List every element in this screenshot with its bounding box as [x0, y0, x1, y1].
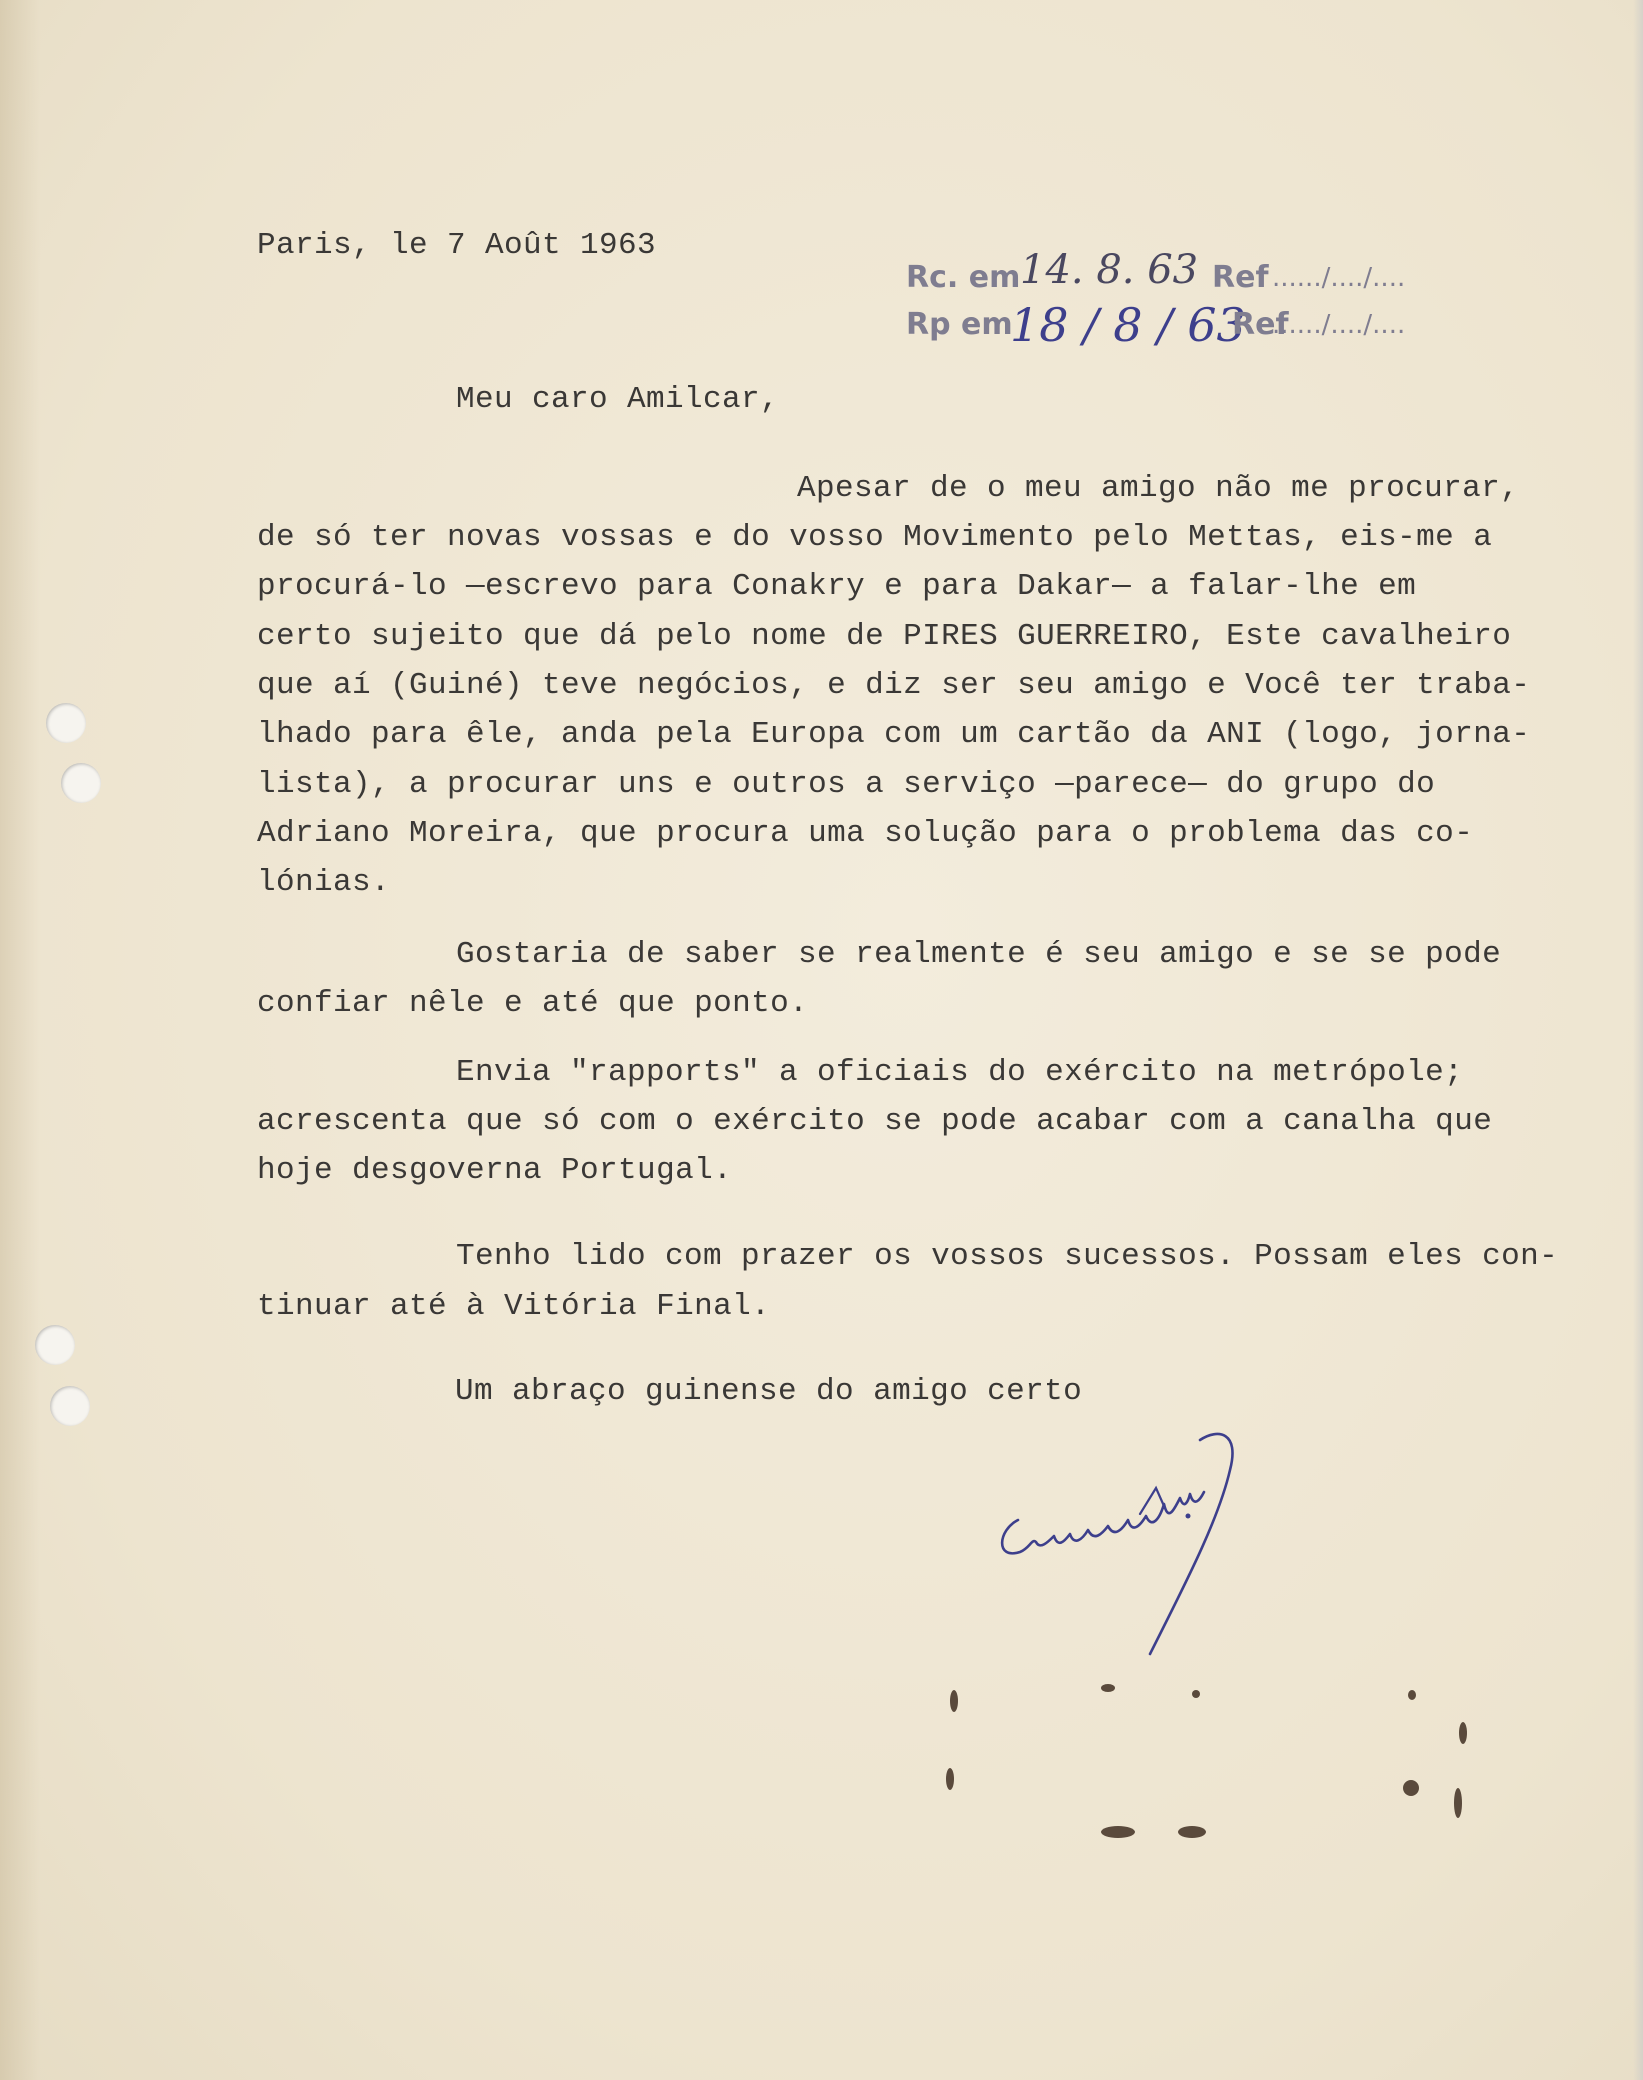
paragraph-4-line-2: tinuar até à Vitória Final. — [257, 1289, 771, 1324]
ink-speck-8 — [1454, 1788, 1462, 1818]
paragraph-3-line-3: hoje desgoverna Portugal. — [257, 1153, 733, 1188]
paragraph-2-line-1: Gostaria de saber se realmente é seu amigo e se se pode — [456, 937, 1502, 972]
ink-speck-3 — [1101, 1684, 1115, 1692]
paragraph-1-line-6: lhado para êle, anda pela Europa com um cartão da ANI (logo, jorna- — [257, 717, 1531, 752]
paragraph-3-line-2: acrescenta que só com o exército se pode acabar com a canalha que — [257, 1104, 1493, 1139]
closing: Um abraço guinense do amigo certo — [455, 1374, 1083, 1409]
paragraph-1-line-5: que aí (Guiné) teve negócios, e diz ser seu amigo e Você ter traba- — [257, 668, 1531, 703]
punch-hole-1 — [46, 703, 86, 743]
received-stamp-label: Rc. em — [906, 260, 1021, 295]
replied-stamp-label: Rp em — [906, 307, 1013, 342]
received-date: 14. 8. 63 — [1020, 247, 1199, 293]
received-ref-label: Ref — [1212, 260, 1269, 295]
signature — [990, 1430, 1330, 1660]
paragraph-1-line-3: procurá-lo —escrevo para Conakry e para Dakar— a falar-lhe em — [257, 569, 1417, 604]
punch-hole-4 — [50, 1386, 90, 1426]
paragraph-1-line-8: Adriano Moreira, que procura uma solução para o problema das co- — [257, 816, 1474, 851]
paper-edge-right — [1633, 0, 1643, 2080]
ink-speck-4 — [1192, 1690, 1200, 1698]
paragraph-1-line-9: lónias. — [257, 865, 391, 900]
punch-hole-3 — [35, 1325, 75, 1365]
punch-hole-2 — [61, 763, 101, 803]
paragraph-1-line-1: Apesar de o meu amigo não me procurar, — [797, 471, 1520, 506]
dateline: Paris, le 7 Août 1963 — [257, 228, 657, 263]
replied-date: 18 / 8 / 63 — [1010, 298, 1246, 352]
salutation: Meu caro Amilcar, — [456, 382, 780, 417]
ink-speck-2 — [946, 1768, 954, 1790]
paragraph-1-line-4: certo sujeito que dá pelo nome de PIRES GUERREIRO, Este cavalheiro — [257, 619, 1512, 654]
paper-edge-left — [0, 0, 40, 2080]
ink-speck-10 — [1178, 1826, 1206, 1838]
received-ref-blank: ....../..../.... — [1272, 263, 1406, 293]
ink-speck-5 — [1408, 1690, 1416, 1700]
ink-speck-9 — [1101, 1826, 1135, 1838]
replied-ref-label: Ref — [1232, 307, 1289, 342]
paragraph-4-line-1: Tenho lido com prazer os vossos sucessos. Possam eles con- — [456, 1239, 1559, 1274]
replied-ref-blank: ....../..../.... — [1272, 310, 1406, 340]
ink-speck-6 — [1459, 1722, 1467, 1744]
paragraph-1-line-2: de só ter novas vossas e do vosso Movimento pelo Mettas, eis-me a — [257, 520, 1493, 555]
ink-speck-7 — [1403, 1780, 1419, 1796]
ink-speck-1 — [950, 1690, 958, 1712]
paragraph-3-line-1: Envia "rapports" a oficiais do exército na metrópole; — [456, 1055, 1464, 1090]
paragraph-2-line-2: confiar nêle e até que ponto. — [257, 986, 809, 1021]
paragraph-1-line-7: lista), a procurar uns e outros a serviço —parece— do grupo do — [257, 767, 1436, 802]
